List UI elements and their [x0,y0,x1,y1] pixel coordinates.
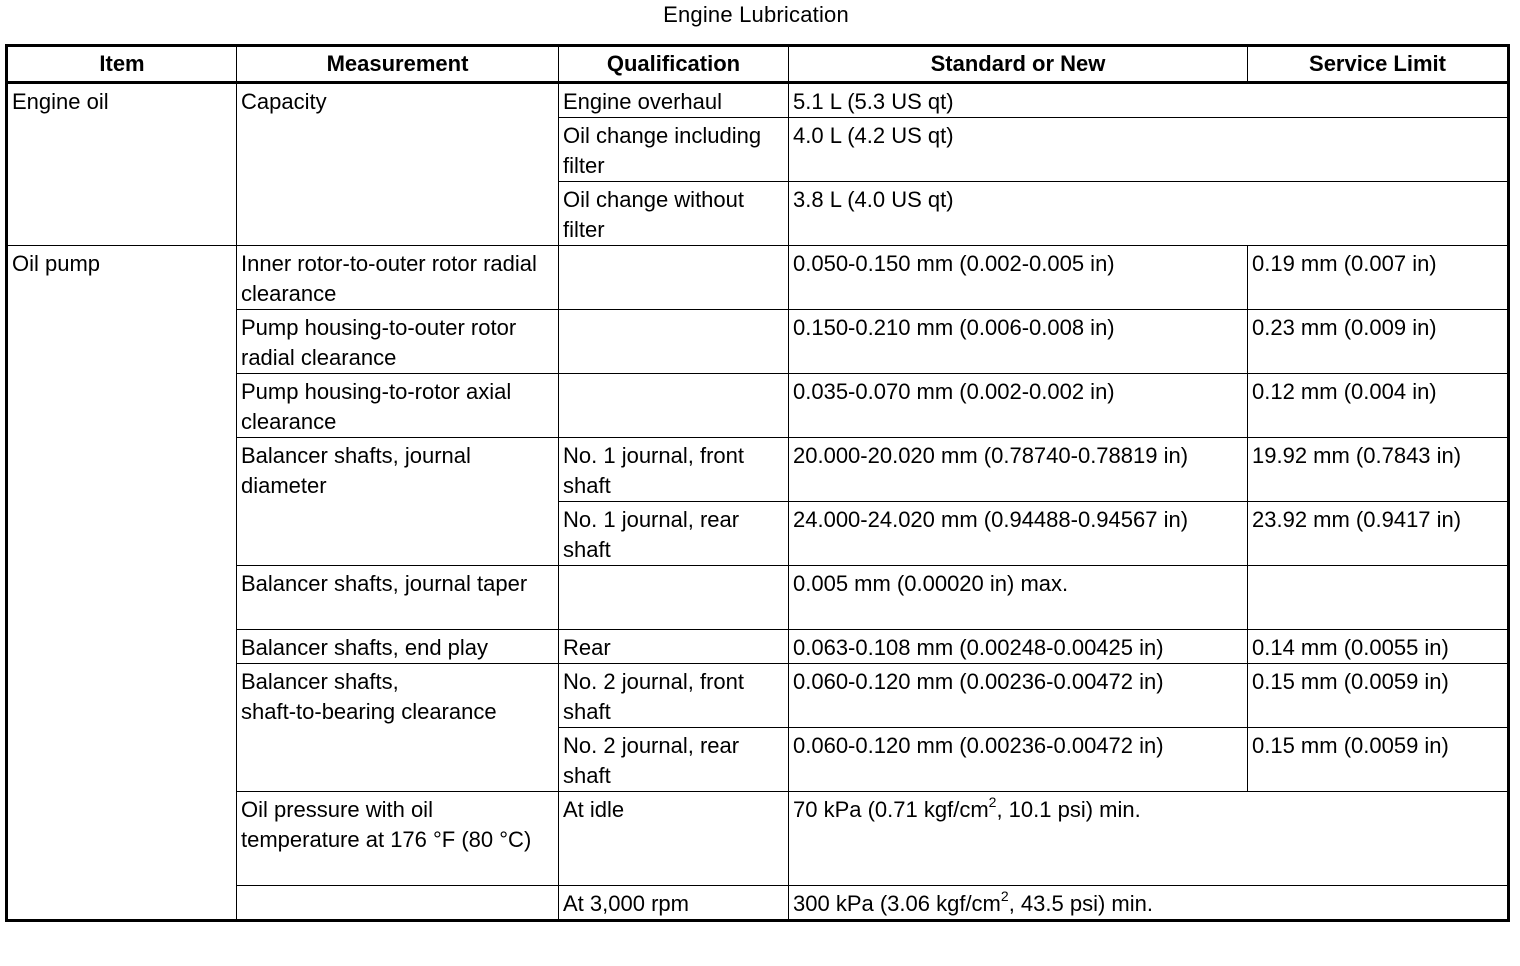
superscript: 2 [1000,887,1009,904]
pressure-value: , 43.5 psi) min. [1008,891,1153,916]
qualification-cell: Engine overhaul [559,83,789,118]
standard-cell: 5.1 L (5.3 US qt) [789,83,1509,118]
standard-cell: 4.0 L (4.2 US qt) [789,118,1509,182]
standard-cell: 20.000-20.020 mm (0.78740-0.78819 in) [789,438,1248,502]
measurement-cell: Pump housing-to-rotor axial clearance [237,374,559,438]
qualification-cell: Oil change without filter [559,182,789,246]
limit-cell: 23.92 mm (0.9417 in) [1248,502,1509,566]
measurement-cell: Balancer shafts, journal taper [237,566,559,630]
pressure-value: 300 kPa (3.06 kgf/cm [793,891,1001,916]
header-measurement: Measurement [237,46,559,83]
qualification-cell [559,374,789,438]
measurement-line: Balancer shafts, [241,669,399,694]
qualification-cell: At idle [559,792,789,886]
table-row [7,83,1509,118]
standard-cell: 0.005 mm (0.00020 in) max. [789,566,1248,630]
pressure-value: , 10.1 psi) min. [996,797,1141,822]
standard-cell: 0.150-0.210 mm (0.006-0.008 in) [789,310,1248,374]
item-engine-oil: Engine oil [7,83,237,246]
limit-cell: 0.15 mm (0.0059 in) [1248,728,1509,792]
standard-cell: 0.060-0.120 mm (0.00236-0.00472 in) [789,664,1248,728]
measurement-cell: Inner rotor-to-outer rotor radial clearance [237,246,559,310]
qualification-cell: Rear [559,630,789,664]
limit-cell: 0.12 mm (0.004 in) [1248,374,1509,438]
header-service-limit: Service Limit [1248,46,1509,83]
measurement-cell [237,886,559,921]
measurement-cell: Balancer shafts, end play [237,630,559,664]
measurement-line: shaft-to-bearing clearance [241,699,497,724]
measurement-cell: Balancer shafts, journal diameter [237,438,559,566]
standard-cell: 0.035-0.070 mm (0.002-0.002 in) [789,374,1248,438]
qualification-cell: Oil change including filter [559,118,789,182]
standard-cell: 0.050-0.150 mm (0.002-0.005 in) [789,246,1248,310]
header-standard: Standard or New [789,46,1248,83]
qualification-cell: No. 2 journal, rear shaft [559,728,789,792]
measurement-cell: Oil pressure with oil temperature at 176 °F (80 °C) [237,792,559,886]
measurement-cell: Pump housing-to-outer rotor radial clearance [237,310,559,374]
superscript: 2 [988,793,997,810]
limit-cell: 0.15 mm (0.0059 in) [1248,664,1509,728]
qualification-cell: At 3,000 rpm [559,886,789,921]
measurement-cell [237,664,559,792]
limit-cell [1248,566,1509,630]
qualification-cell [559,310,789,374]
lubrication-spec-table [5,44,1510,922]
limit-cell: 0.19 mm (0.007 in) [1248,246,1509,310]
measurement-capacity: Capacity [237,83,559,246]
limit-cell: 19.92 mm (0.7843 in) [1248,438,1509,502]
pressure-value: 70 kPa (0.71 kgf/cm [793,797,989,822]
standard-cell: 0.063-0.108 mm (0.00248-0.00425 in) [789,630,1248,664]
table-header-row [7,46,1509,83]
header-qualification: Qualification [559,46,789,83]
standard-cell [789,886,1509,921]
standard-cell: 0.060-0.120 mm (0.00236-0.00472 in) [789,728,1248,792]
qualification-cell: No. 1 journal, rear shaft [559,502,789,566]
standard-cell: 24.000-24.020 mm (0.94488-0.94567 in) [789,502,1248,566]
qualification-cell: No. 1 journal, front shaft [559,438,789,502]
document-title: Engine Lubrication [663,2,849,27]
standard-cell: 3.8 L (4.0 US qt) [789,182,1509,246]
header-item: Item [7,46,237,83]
qualification-cell [559,246,789,310]
qualification-cell: No. 2 journal, front shaft [559,664,789,728]
limit-cell: 0.14 mm (0.0055 in) [1248,630,1509,664]
table-row [7,246,1509,310]
limit-cell: 0.23 mm (0.009 in) [1248,310,1509,374]
qualification-cell [559,566,789,630]
item-oil-pump: Oil pump [7,246,237,921]
standard-cell [789,792,1509,886]
